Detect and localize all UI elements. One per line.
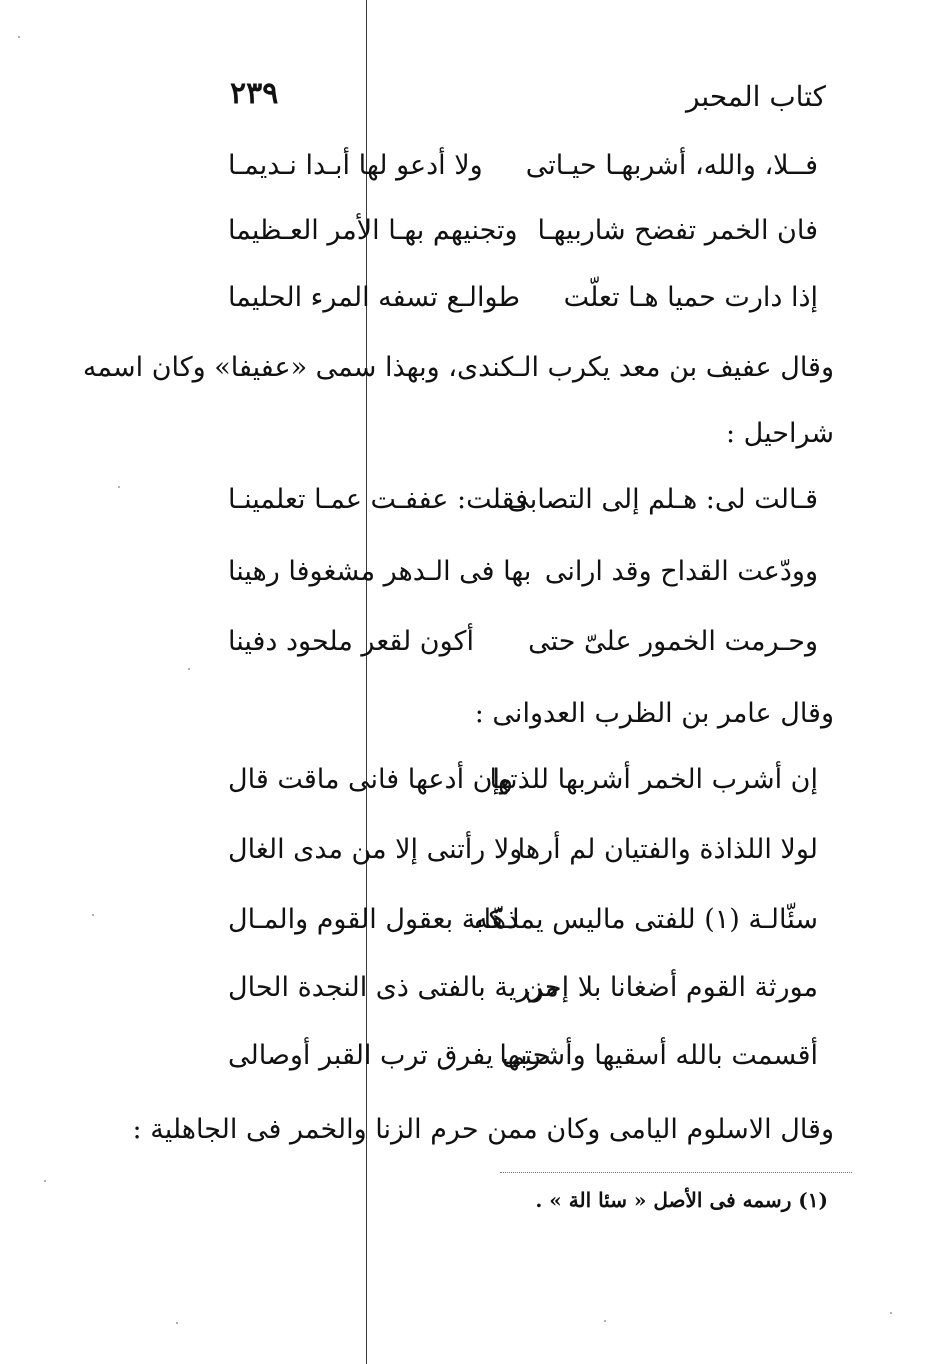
verse-second-hemistich: ولا رأتنى إلا من مدى الغال (228, 834, 523, 865)
verse-second-hemistich: حتى يفرق ترب القبر أوصالى (228, 1040, 550, 1071)
verse-line (228, 215, 818, 265)
prose-line: وقال عفيف بن معد يكرب الـكندى، وبهذا سمى «عفيفا» وكان اسمه (82, 352, 834, 383)
verse-first-hemistich: وودّعت القداح وقد ارانى (544, 556, 818, 587)
prose-line: وقال عامر بن الظرب العدوانى : (474, 698, 834, 729)
verse-second-hemistich: بها فى الـدهر مشغوفا رهينا (228, 556, 532, 587)
book-title: كتاب المحبر (685, 80, 826, 113)
verse-line (228, 972, 818, 1022)
verse-line (228, 904, 818, 954)
verse-second-hemistich: مزرية بالفتى ذى النجدة الحال (228, 972, 559, 1003)
footnote: (١) رسمه فى الأصل « سئا الة » . (535, 1188, 828, 1212)
verse-first-hemistich: قـالت لى: هـلم إلى التصابى (507, 484, 818, 515)
verse-second-hemistich: وتجنيهم بهـا الأمر العـظيما (228, 215, 518, 246)
verse-second-hemistich: طوالـع تسفه المرء الحليما (228, 282, 520, 313)
verse-first-hemistich: إذا دارت حميا هـا تعلّت (563, 282, 818, 313)
page-number: ٢٣٩ (230, 76, 279, 111)
verse-first-hemistich: فان الخمر تفضح شاربيهـا (537, 215, 818, 246)
verse-second-hemistich: ولا أدعو لها أبـدا نـديمـا (228, 150, 483, 181)
verse-first-hemistich: سئّالـة (١) للفتى ماليس يملـكه (474, 904, 818, 935)
verse-first-hemistich: لولا اللذاذة والفتيان لم أرها (517, 834, 818, 865)
verse-first-hemistich: أقسمت بالله أسقيها وأشربها (499, 1040, 818, 1071)
verse-line (228, 282, 818, 332)
scan-speck (176, 1322, 178, 1324)
verse-line (228, 764, 818, 814)
verse-line (228, 556, 818, 606)
verse-second-hemistich: أكون لقعر ملحود دفينا (228, 626, 474, 657)
scan-speck (18, 36, 20, 38)
prose-line: وقال الاسلوم اليامى وكان ممن حرم الزنا والخمر فى الجاهلية : (132, 1114, 834, 1145)
verse-second-hemistich: ذهّابة بعقول القوم والمـال (228, 904, 519, 935)
verse-first-hemistich: وحـرمت الخمور علىّ حتى (528, 626, 818, 657)
verse-line (228, 834, 818, 884)
scan-speck (188, 668, 190, 670)
verse-line (228, 150, 818, 200)
verse-second-hemistich: فقلت: عففـت عمـا تعلمينـا (228, 484, 529, 515)
scan-speck (44, 1180, 46, 1182)
verse-first-hemistich: فــلا، والله، أشربهـا حيـاتى (525, 150, 818, 181)
footnote-separator (500, 1172, 852, 1173)
verse-line (228, 1040, 818, 1090)
scan-speck (890, 1312, 892, 1314)
verse-line (228, 484, 818, 534)
verse-second-hemistich: وإن أدعها فانى ماقت قال (228, 764, 514, 795)
scan-speck (604, 1320, 606, 1322)
scan-speck (92, 914, 94, 916)
scan-speck (118, 486, 120, 488)
prose-line: شراحيل : (726, 418, 834, 449)
running-header (230, 76, 826, 126)
verse-first-hemistich: إن أشرب الخمر أشربها للذتها (489, 764, 818, 795)
verse-first-hemistich: مورثة القوم أضغانا بلا إحن (524, 972, 818, 1003)
page-fold-line (366, 0, 367, 1364)
verse-line (228, 626, 818, 676)
